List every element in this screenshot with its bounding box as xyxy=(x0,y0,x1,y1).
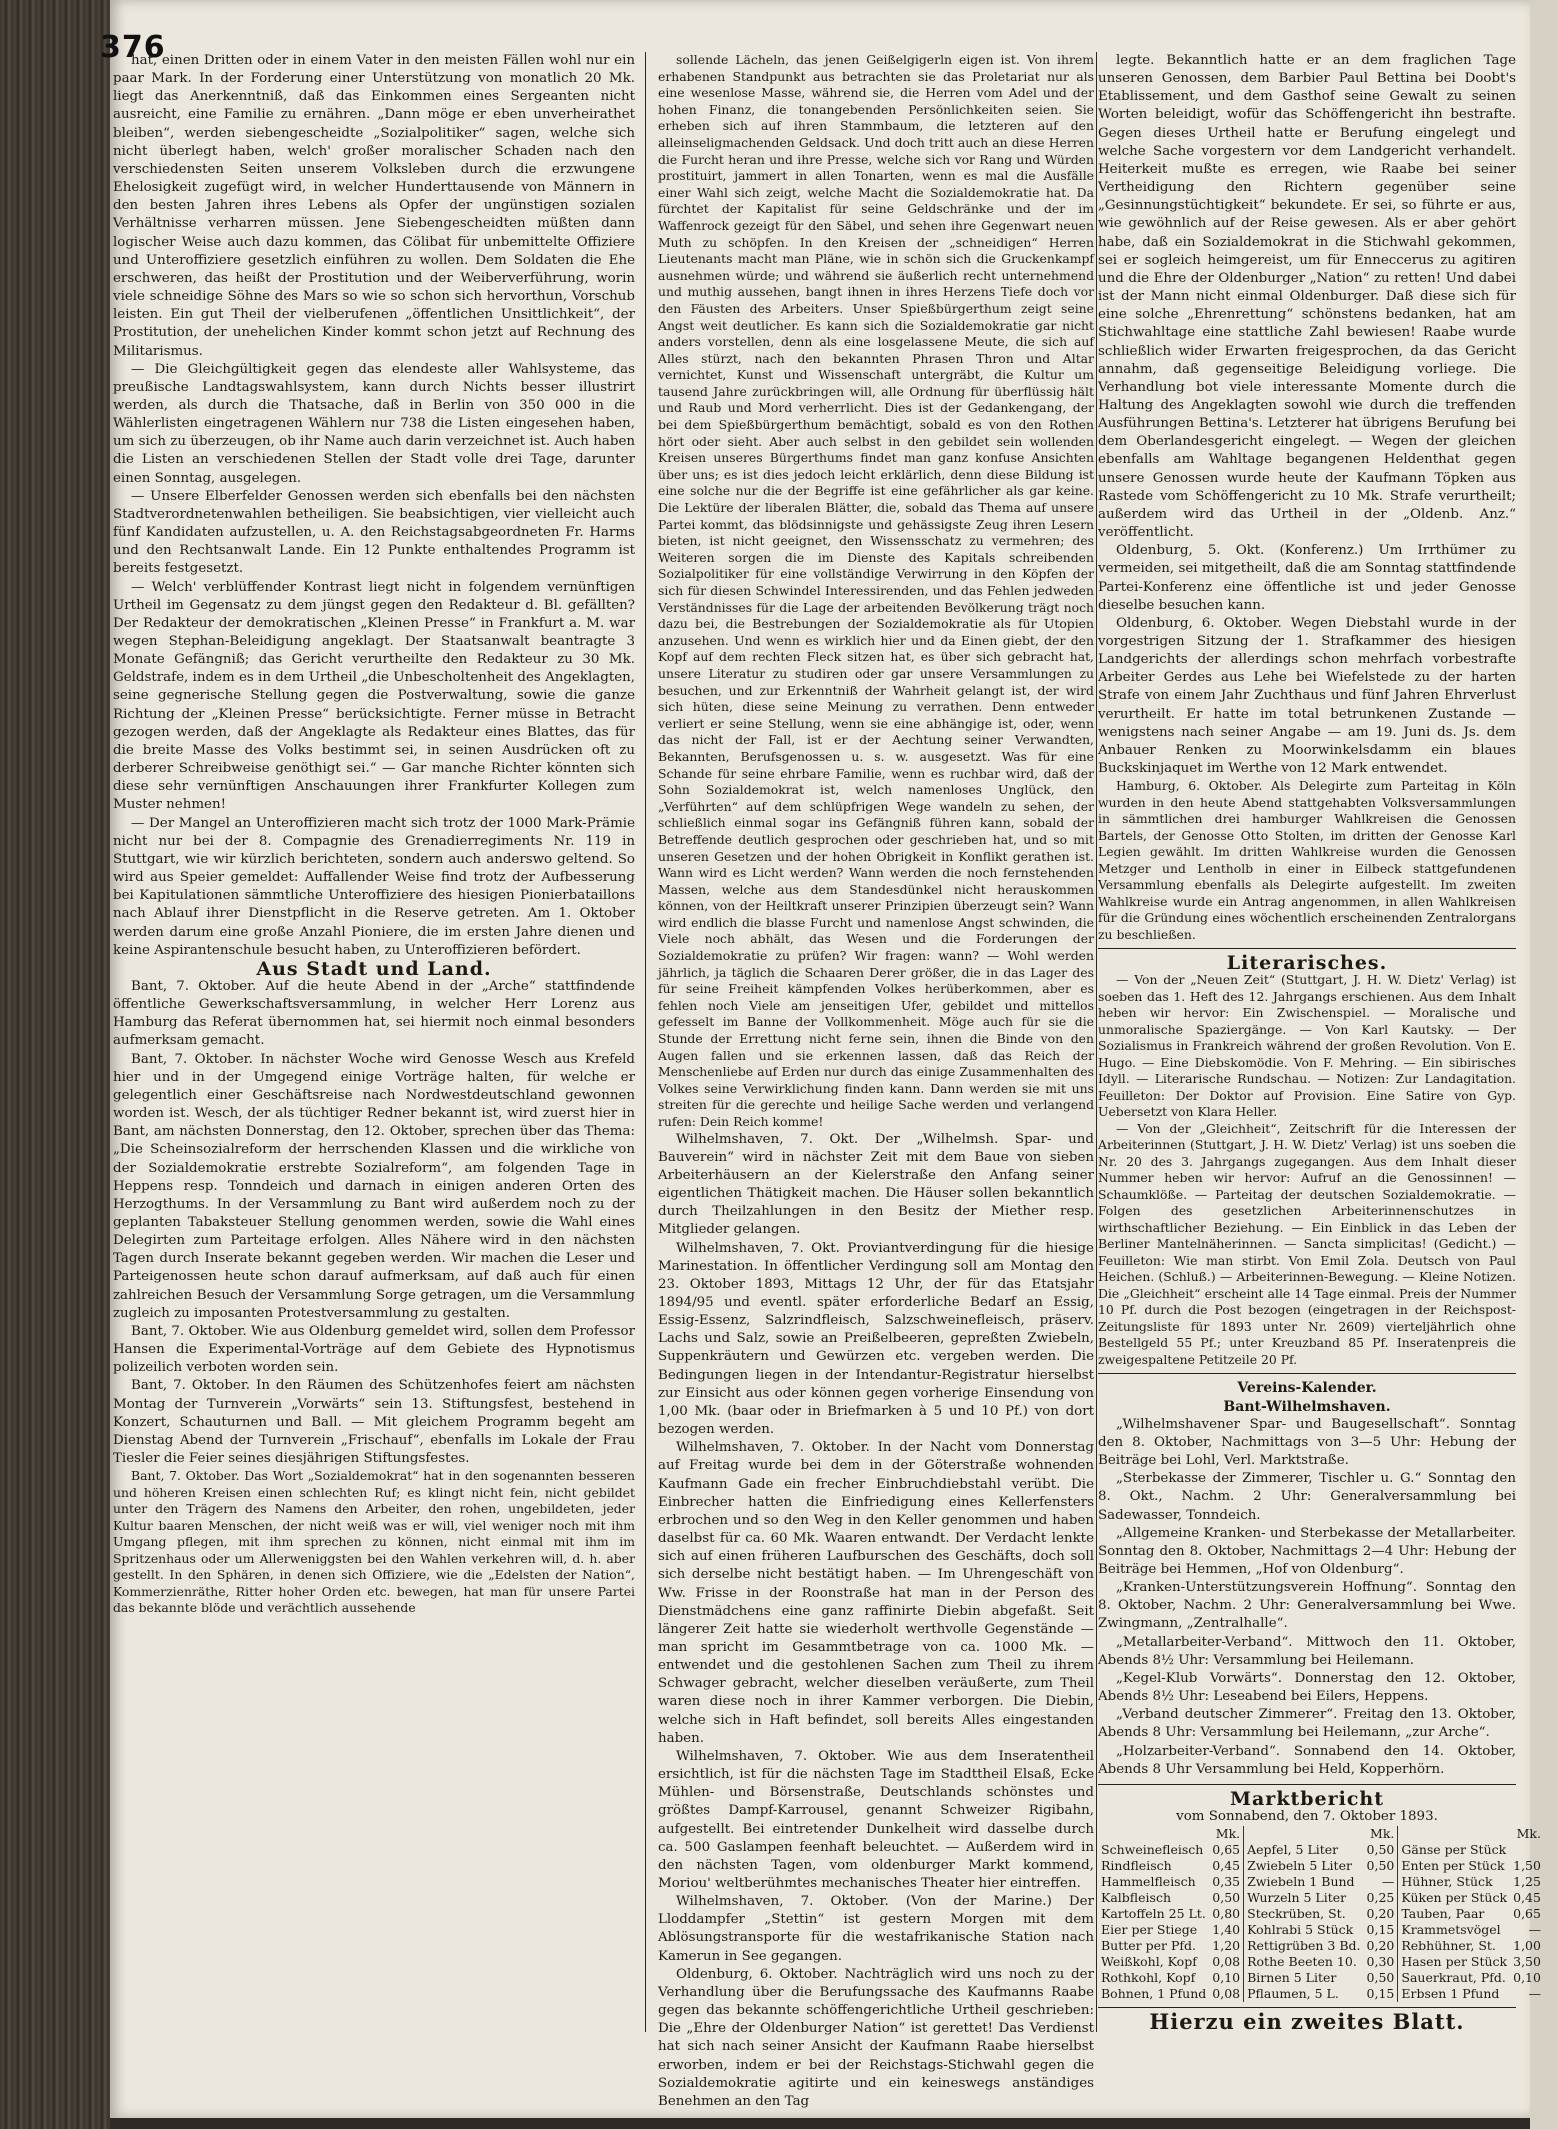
local-news-item: Bant, 7. Oktober. Wie aus Oldenburg gemeldet wird, sollen dem Professor Hansen die Experimental-Vorträge auf dem Gebiete des Hypnotismus polizeilich verboten worden sein. xyxy=(113,1323,635,1376)
market-unit-header: Mk. xyxy=(1215,1826,1241,1842)
market-price: 0,50 xyxy=(1366,1842,1395,1858)
article-paragraph: — Welch' verblüffender Kontrast liegt nicht in folgendem vernünftigen Urtheil im Gegensatz zu dem jüngst gegen den Redakteur d. Bl. gefällten? Der Redakteur der demokratischen „Kleinen Presse“ in Frankfurt a. M. war wegen Stephan-Beleidigung angeklagt. Der Staatsanwalt beantragte 3 Monate Gefängniß; das Gericht verurtheilte den Redakteur zu 30 Mk. Geldstrafe, indem es in dem Urtheil „die Unbescholtenheit des Angeklagten, seine gegnerische Stellung gegen die Postverwaltung, sowie die ganze Richtung der „Kleinen Presse“ berücksichtigte. Ferner müsse in Betracht gezogen werden, daß der Angeklagte als Redakteur eines Blattes, das für die breite Masse des Volks bestimmt sei, in seinen Ausdrücken oft zu derberer Schreibweise genöthigt sei.“ — Gar manche Richter könnten sich diese sehr vernünftigen Anschauungen ihrer Frankfurter Kollegen zum Muster nehmen! xyxy=(113,579,635,813)
column-rule-1 xyxy=(645,52,646,2032)
market-price: 0,45 xyxy=(1212,1858,1241,1874)
local-news-item: Bant, 7. Oktober. In nächster Woche wird Genosse Wesch aus Krefeld hier und in der Umgegend einige Vorträge halten, für welche er gelegentlich einer Geschäftsreise nach Nordwestdeutschland gewonnen worden ist. Wesch, der als tüchtiger Redner bekannt ist, wird zuerst hier in Bant, am nächsten Donnerstag, den 12. Oktober, sprechen über das Thema: „Die Scheinsozialreform der herrschenden Klassen und die wirkliche von der Sozialdemokratie erstrebte Sozialreform“, am folgenden Tage in Heppens resp. Tonndeich und darnach in einigen anderen Orten des Herzogthums. In der Versammlung zu Bant wird außerdem noch zu der geplanten Tabaksteuer Stellung genommen werden, sowie die Wahl eines Delegirten zum Parteitage erfolgen. Alles Nähere wird in den nächsten Tagen durch Inserate bekannt gegeben werden. Wir machen die Leser und Parteigenossen heute schon darauf aufmerksam, auf daß auch für einen zahlreichen Besuch der Versammlung Sorge getragen, um die Versammlung zugleich zu imposanten Protestversammlung zu gestalten. xyxy=(113,1051,635,1321)
market-item: Rebhühner, St. xyxy=(1398,1938,1510,1954)
table-row xyxy=(1098,1890,1544,1906)
market-price: 0,08 xyxy=(1212,1986,1241,2002)
market-price: 0,20 xyxy=(1366,1906,1395,1922)
market-price: 0,65 xyxy=(1513,1906,1541,1922)
divider xyxy=(1098,1784,1516,1785)
market-header-blank xyxy=(1398,1826,1510,1842)
local-news-item: Bant, 7. Oktober. In den Räumen des Schützenhofes feiert am nächsten Montag der Turnverein „Vorwärts“ sein 13. Stiftungsfest, bestehend in Konzert, Schauturnen und Ball. — Mit gleichem Programm begeht am Dienstag Abend der Turnverein „Frischauf“, ebenfalls im Lokale der Frau Tiesler die Feier seines diesjährigen Stiftungsfestes. xyxy=(113,1378,635,1467)
article-paragraph: hat, einen Dritten oder in einem Vater in den meisten Fällen wohl nur ein paar Mark. In der Forderung einer Unterstützung von monatlich 20 Mk. liegt das Anerkenntniß, daß das Einkommen eines Sergeanten nicht ausreicht, eine Familie zu ernähren. „Dann möge er eben unverheirathet bleiben“, werden siebengescheidte „Sozialpolitiker“ sagen, welche sich nicht überlegt haben, welch' großer moralischer Schaden nach den verschiedensten Seiten unserem Volksleben durch die erzwungene Ehelosigkeit zugefügt wird, in welcher Hunderttausende von Männern in den besten Jahren ihres Lebens als Opfer der ungünstigen sozialen Verhältnisse verharren müssen. Jene Siebengescheidten müßten dann logischer Weise auch dazu kommen, das Cölibat für unbemittelte Offiziere und Unteroffiziere gesetzlich einführen zu wollen. Dem Soldaten die Ehe erschweren, das heißt der Prostitution und der Weiberverführung, worin viele schneidige Söhne des Mars so wie so schon sich hervorthun, Vorschub leisten. Ein gut Theil der vielberufenen „öffentlichen Unsittlichkeit“, der Prostitution, der unehelichen Kinder kommt schon jetzt auf Rechnung des Militarismus. xyxy=(113,53,635,359)
market-item: Aepfel, 5 Liter xyxy=(1244,1842,1364,1858)
table-row xyxy=(1098,1938,1544,1954)
market-price: 0,10 xyxy=(1513,1970,1541,1986)
article-paragraph: — Der Mangel an Unteroffizieren macht sich trotz der 1000 Mark-Prämie nicht nur bei der 8. Compagnie des Grenadierregiments Nr. 119 in Stuttgart, wie wir kürzlich berichteten, sondern auch anderswo geltend. So wird aus Speier gemeldet: Auffallender Weise find trotz der Aufbesserung bei Kapitulationen sämmtliche Unteroffiziere des hiesigen Pionierbataillons nach Ablauf ihrer Dienstpflicht in die Reserve getreten. Am 1. Oktober werden darum eine große Anzahl Pioniere, die im ersten Jahre dienen und keine Aspirantenschule besucht haben, zu Unteroffizieren befördert. xyxy=(113,815,635,958)
market-item: Rothkohl, Kopf xyxy=(1101,1970,1196,1986)
calendar-entry: „Kegel-Klub Vorwärts“. Donnerstag den 12. Oktober, Abends 8½ Uhr: Leseabend bei Eilers, Heppens. xyxy=(1098,1670,1516,1705)
local-news-item: Wilhelmshaven, 7. Okt. Proviantverdingung für die hiesige Marinestation. In öffentlicher Verdingung soll am Montag den 23. Oktober 1893, Mittags 12 Uhr, der für das Etatsjahr 1894/95 und eventl. später erforderliche Bedarf an Essig, Essig-Essenz, Salzrindfleisch, Salzschweinefleisch, präserv. Lachs und Salz, sowie an Preißelbeeren, gepreßten Zwiebeln, Suppenkräutern und Gewürzen etc. vergeben werden. Die Bedingungen liegen in der Intendantur-Registratur hierselbst zur Einsicht aus oder können gegen vorherige Einsendung von 1,00 Mk. (baar oder in Briefmarken à 5 und 10 Pf.) von dort bezogen werden. xyxy=(658,1240,1094,1438)
market-item: Zwiebeln 1 Bund xyxy=(1244,1874,1364,1890)
calendar-entry: „Wilhelmshavener Spar- und Baugesellschaft“. Sonntag den 8. Oktober, Nachmittags von 3—5 Uhr: Hebung der Beiträge bei Lohl, Verl. Marktstraße. xyxy=(1098,1416,1516,1469)
calendar-entry: „Kranken-Unterstützungsverein Hoffnung“. Sonntag den 8. Oktober, Nachm. 2 Uhr: Generalversammlung bei Wwe. Zwingmann, „Zentralhalle“. xyxy=(1098,1580,1516,1632)
market-price: 0,80 xyxy=(1212,1906,1241,1922)
market-item: Sauerkraut, Pfd. xyxy=(1398,1970,1510,1986)
market-item: Rindfleisch xyxy=(1101,1858,1172,1874)
market-price: 0,15 xyxy=(1366,1922,1395,1938)
table-row xyxy=(1098,1906,1544,1922)
calendar-entry: „Verband deutscher Zimmerer“. Freitag den 13. Oktober, Abends 8 Uhr: Versammlung bei Heilemann, „zur Arche“. xyxy=(1098,1707,1516,1741)
market-price: 0,50 xyxy=(1366,1858,1395,1874)
literature-item: — Von der „Gleichheit“, Zeitschrift für die Interessen der Arbeiterinnen (Stuttgart, J. H. W. Dietz' Verlag) ist uns soeben die Nr. 20 des 3. Jahrgangs zugegangen. Aus dem Inhalt dieser Nummer heben wir hervor: Aufruf an die Genossinnen! — Schaumklöße. — Parteitag der deutschen Sozialdemokratie. — Folgen des gesetzlichen Arbeiterinnenschutzes in wirthschaftlicher Beziehung. — Ein Einblick in das Leben der Berliner Mantelnäherinnen. — Sancta simplicitas! (Gedicht.) — Feuilleton: Wie man stirbt. Von Emil Zola. Deutsch von Paul Heichen. (Schluß.) — Arbeiterinnen-Bewegung. — Kleine Notizen. Die „Gleichheit“ erscheint alle 14 Tage einmal. Preis der Nummer 10 Pf. durch die Post bezogen (eingetragen in der Reichspost-Zeitungsliste für 1893 unter Nr. 2609) vierteljährlich ohne Bestellgeld 55 Pf.; unter Kreuzband 85 Pf. Inseratenpreis die zweigespaltene Petitzeile 20 Pf. xyxy=(1098,1120,1516,1367)
calendar-entry: „Holzarbeiter-Verband“. Sonnabend den 14. Oktober, Abends 8 Uhr Versammlung bei Held, Kopperhörn. xyxy=(1098,1743,1516,1777)
market-item: Enten per Stück xyxy=(1398,1858,1510,1874)
market-item: Hasen per Stück xyxy=(1398,1954,1510,1970)
market-header-blank xyxy=(1244,1826,1364,1842)
column-1 xyxy=(113,52,635,2037)
market-unit-header: Mk. xyxy=(1370,1826,1395,1842)
market-item: Eier per Stiege xyxy=(1101,1922,1198,1938)
page-edge xyxy=(1530,0,1557,2129)
market-price: 1,25 xyxy=(1513,1874,1541,1890)
divider xyxy=(1098,1373,1516,1374)
market-price: 0,50 xyxy=(1212,1890,1241,1906)
market-price: 0,35 xyxy=(1212,1874,1241,1890)
article-paragraph: — Unsere Elberfelder Genossen werden sich ebenfalls bei den nächsten Stadtverordnetenwahlen betheiligen. Sie beabsichtigen, vier vielleicht auch fünf Kandidaten aufzustellen, u. A. den Reichstagsabgeordneten Fr. Harms und den Rechtsanwalt Lande. Ein 12 Punkte enthaltendes Programm ist bereits festgesetzt. xyxy=(113,488,635,577)
article-paragraph: — Die Gleichgültigkeit gegen das elendeste aller Wahlsysteme, das preußische Landtagswahlsystem, kann durch Nichts besser illustrirt werden, als durch die Thatsache, daß in Berlin von 350 000 in die Wählerlisten eingetragenen Wählern nur 738 die Listen eingesehen haben, um sich zu überzeugen, ob ihr Name auch darin verzeichnet ist. Auch haben die Listen an verschiedenen Stellen der Stadt volle drei Tage, darunter einen Sonntag, ausgelegen. xyxy=(113,361,635,486)
article-paragraph: legte. Bekanntlich hatte er an dem fraglichen Tage unseren Genossen, dem Barbier Paul Bettina bei Doobt's Etablissement, und dem Gasthof seine Gewalt zu seinen Worten beleidigt, wofür das Schöffengericht ihn bestrafte. Gegen dieses Urtheil hatte er Berufung eingelegt und welche Sache vorgestern vor dem Landgericht verhandelt. Heiterkeit mußte es erregen, wie Raabe bei seiner Vertheidigung den Richtern gegenüber seine „Gesinnungstüchtigkeit“ bekundete. Er sei, so führte er aus, wie gewöhnlich auf der Reise gewesen. Als er aber gehört habe, daß ein Sozialdemokrat in die Stichwahl gekommen, sei er sogleich heimgereist, um für Enneccerus zu agitiren und die Ehre der Oldenburger „Nation“ zu retten! Und dabei ist der Mann nicht einmal Oldenburger. Daß diese sich für eine solche „Ehrenrettung“ schönstens bedanken, hat am Stichwahltage eine stattliche Zahl bewiesen! Raabe wurde schließlich wider Erwarten freigesprochen, da das Gericht annahm, daß gegenseitige Beleidigung vorliege. Die Verhandlung bot viele interessante Momente durch die Haltung des Angeklagten sowohl wie durch die treffenden Ausführungen Bettina's. Letzterer hat übrigens Berufung bei dem Oberlandesgericht eingelegt. — Wegen der gleichen ebenfalls am Wahltage begangenen Heldenthat gegen unsere Genossen wurde heute der Kaufmann Töpken aus Rastede vom Schöffengericht zu 10 Mk. Strafe verurtheilt; außerdem wird das Urtheil in der „Oldenb. Anz.“ veröffentlicht. xyxy=(1098,53,1516,541)
market-unit-header: Mk. xyxy=(1516,1826,1541,1842)
market-price: — xyxy=(1528,1986,1541,2002)
market-item: Hühner, Stück xyxy=(1398,1874,1510,1890)
section-heading-local-news: Aus Stadt und Land. xyxy=(256,957,492,980)
market-item: Hammelfleisch xyxy=(1101,1874,1196,1890)
market-price: 0,50 xyxy=(1366,1970,1395,1986)
market-price: 1,00 xyxy=(1513,1938,1541,1954)
market-price: 0,45 xyxy=(1513,1890,1541,1906)
local-news-item: Hamburg, 6. Oktober. Als Delegirte zum Parteitag in Köln wurden in den heute Abend stattgehabten Volksversammlungen in sämmtlichen drei hamburger Wahlkreisen die Genossen Bartels, der Genosse Otto Stolten, im dritten der Genosse Karl Legien gewählt. Im dritten Wahlkreise wurden die Genossen Metzger und Lentholb in einer in Eilbeck stattgefundenen Versammlung ebenfalls als Delegirte aufgestellt. Im zweiten Wahlkreise wurde ein Antrag angenommen, in allen Wahlkreisen für die Gründung eines wöchentlich erscheinenden Zentralorgans zu beschließen. xyxy=(1098,778,1516,942)
market-item: Weißkohl, Kopf xyxy=(1101,1954,1197,1970)
market-item: Kalbfleisch xyxy=(1101,1890,1171,1906)
market-item: Steckrüben, St. xyxy=(1244,1906,1364,1922)
market-price: 1,50 xyxy=(1513,1858,1541,1874)
local-news-item: Bant, 7. Oktober. Auf die heute Abend in der „Arche“ stattfindende öffentliche Gewerkschaftsversammlung, in welcher Herr Lorenz aus Hamburg das Referat übernommen hat, sei hiermit noch einmal besonders aufmerksam gemacht. xyxy=(113,978,635,1049)
local-news-item: Wilhelmshaven, 7. Oktober. In der Nacht vom Donnerstag auf Freitag wurde bei dem in der Göterstraße wohnenden Kaufmann Gade ein frecher Einbruchdiebstahl verübt. Die Einbrecher hatten die Einfriedigung eines Kellerfensters erbrochen und so den Weg in den Keller genommen und haben daselbst für ca. 60 Mk. Waaren entwandt. Der Verdacht lenkte sich auf einen früheren Laufburschen des Geschäfts, doch soll sich derselbe nicht bestätigt haben. — Im Uhrengeschäft von Ww. Frisse in der Roonstraße hat man in der Person des Dienstmädchens eine ganz raffinirte Diebin abgefaßt. Seit längerer Zeit hatte sie wiederholt werthvolle Gegenstände — man spricht im Gesammtbetrage von ca. 1000 Mk. — entwendet und die gestohlenen Sachen zum Theil zu ihrem Schwager gebracht, welcher dieselben veräußerte, zum Theil waren diese noch in ihrer Kammer verborgen. Die Diebin, welche sich in Haft befindet, soll bereits Alles eingestanden haben. xyxy=(658,1440,1094,1746)
table-row xyxy=(1098,1874,1544,1890)
table-row xyxy=(1098,1986,1544,2002)
divider xyxy=(1098,2007,1516,2008)
market-price: — xyxy=(1528,1922,1541,1938)
section-heading-literature: Literarisches. xyxy=(1226,952,1388,975)
market-price: 0,20 xyxy=(1366,1938,1395,1954)
supplement-notice: Hierzu ein zweites Blatt. xyxy=(1149,2009,1465,2035)
page-number: 376 xyxy=(100,30,166,65)
local-news-item: Wilhelmshaven, 7. Oktober. Wie aus dem Inseratentheil ersichtlich, ist für die nächsten Tage im Stadttheil Elsaß, Ecke Mühlen- und Börsenstraße, Deutschlands schönstes und größtes Dampf-Karrousel, genannt Schweizer Rigibahn, aufgestellt. Bei eintretender Dunkelheit wird dasselbe durch ca. 500 Gaslampen feenhaft beleuchtet. — Außerdem wird in den nächsten Tagen, vom oldenburger Markt kommend, Moriou' weltberühmtes mechanisches Theater hier eintreffen. xyxy=(658,1748,1094,1891)
table-row xyxy=(1098,1954,1544,1970)
section-heading-market-report: Marktbericht xyxy=(1229,1787,1385,1810)
table-row xyxy=(1098,1842,1544,1858)
market-item: Gänse per Stück xyxy=(1398,1842,1510,1858)
local-news-item: Wilhelmshaven, 7. Oktober. (Von der Marine.) Der Lloddampfer „Stettin“ ist gestern Morgen mit dem Ablösungstransporte für die westafrikanische Station nach Kamerun in See gegangen. xyxy=(658,1894,1094,1964)
market-price: 1,40 xyxy=(1212,1922,1241,1938)
market-item: Rothe Beeten 10. xyxy=(1244,1954,1364,1970)
market-price: 3,50 xyxy=(1513,1954,1541,1970)
table-row xyxy=(1098,1858,1544,1874)
market-price: — xyxy=(1381,1874,1395,1890)
market-report-date: vom Sonnabend, den 7. Oktober 1893. xyxy=(1176,1809,1438,1824)
calendar-entry: „Allgemeine Kranken- und Sterbekasse der Metallarbeiter. Sonntag den 8. Oktober, Nachmittags 2—4 Uhr: Hebung der Beiträge bei Hemmen, „Hof von Oldenburg“. xyxy=(1098,1525,1516,1577)
local-news-item: Oldenburg, 6. Oktober. Nachträglich wird uns noch zu der Verhandlung über die Berufungssache des Kaufmanns Raabe gegen das bekannte schöffengerichtliche Urtheil geschrieben: Die „Ehre der Oldenburger Nation“ ist gerettet! Das Verdienst hat sich nach seiner Ansicht der Kaufmann Raabe hierselbst erworben, indem er bei der Reichstags-Stichwahl gegen die Sozialdemokratie agitirte und ein keineswegs anständiges Benehmen an den Tag xyxy=(658,1966,1094,2109)
market-item: Rettigrüben 3 Bd. xyxy=(1244,1938,1364,1954)
column-rule-2 xyxy=(1096,52,1097,2032)
market-price: 0,08 xyxy=(1212,1954,1241,1970)
book-binding-gutter xyxy=(0,0,110,2129)
market-item: Butter per Pfd. xyxy=(1101,1938,1196,1954)
market-item: Erbsen 1 Pfund xyxy=(1398,1986,1510,2002)
section-heading-club-calendar: Vereins-Kalender. xyxy=(1237,1380,1377,1397)
club-calendar-location: Bant-Wilhelmshaven. xyxy=(1223,1398,1391,1415)
market-item: Birnen 5 Liter xyxy=(1244,1970,1364,1986)
market-price: 0,15 xyxy=(1366,1986,1395,2002)
column-2 xyxy=(658,52,1094,2109)
market-item: Zwiebeln 5 Liter xyxy=(1244,1858,1364,1874)
divider xyxy=(1098,948,1516,949)
calendar-entry: „Sterbekasse der Zimmerer, Tischler u. G.“ Sonntag den 8. Okt., Nachm. 2 Uhr: Generalversammlung bei Sadewasser, Tonndeich. xyxy=(1098,1471,1516,1523)
local-news-item: Oldenburg, 5. Okt. (Konferenz.) Um Irrthümer zu vermeiden, sei mitgetheilt, daß die am Sonntag stattfindende Partei-Konferenz eine öffentliche ist und jeder Genosse dieselbe besuchen kann. xyxy=(1098,543,1516,613)
local-news-item: Bant, 7. Oktober. Das Wort „Sozialdemokrat“ hat in den sogenannten besseren und höheren Kreisen einen schlechten Ruf; es klingt nicht fein, nicht gebildet unter den Trägern des Namens den Arbeiter, den rohen, ungebildeten, jeder Kultur baaren Menschen, der nicht weiß was er will, viel weniger noch mit ihm Umgang pflegen, mit ihm sprechen zu können, nicht einmal mit ihm im Spritzenhaus oder um Allerweniggsten bei den Wahlen verkehren will, d. h. aber gestellt. In den Sphären, in denen sich Offiziere, wie die „Edelsten der Nation“, Kommerzienräthe, Ritter hoher Orden etc. bewegen, hat man für unsere Partei das bekannte blöde und verächtlich aussehende xyxy=(113,1468,635,1616)
market-item: Pflaumen, 5 L. xyxy=(1244,1986,1364,2002)
market-header-blank xyxy=(1098,1826,1209,1842)
table-row xyxy=(1098,1922,1544,1938)
calendar-entry: „Metallarbeiter-Verband“. Mittwoch den 11. Oktober, Abends 8½ Uhr: Versammlung bei Heilemann. xyxy=(1098,1634,1516,1668)
market-price xyxy=(1510,1842,1544,1858)
market-price: 1,20 xyxy=(1212,1938,1241,1954)
market-table-header xyxy=(1098,1826,1544,1842)
local-news-item: Oldenburg, 6. Oktober. Wegen Diebstahl wurde in der vorgestrigen Sitzung der 1. Strafkammer des hiesigen Landgerichts der allerdings schon mehrfach vorbestrafte Arbeiter Gerdes aus Lehe bei Wiefelstede zu der harten Strafe von einem Jahr Zuchthaus und fünf Jahren Ehrverlust verurtheilt. Er hatte im total betrunkenen Zustande — wenigstens nach seiner Angabe — am 19. Juni ds. Js. dem Anbauer Renken zu Moorwinkelsdamm ein blaues Buckskinjaquet im Werthe von 12 Mark entwendet. xyxy=(1098,615,1516,777)
market-item: Tauben, Paar xyxy=(1398,1906,1510,1922)
market-price: 0,30 xyxy=(1366,1954,1395,1970)
market-price: 0,25 xyxy=(1366,1890,1395,1906)
market-price-table xyxy=(1098,1826,1544,2002)
literature-item: — Von der „Neuen Zeit“ (Stuttgart, J. H. W. Dietz' Verlag) ist soeben das 1. Heft des 12. Jahrgangs erschienen. Aus dem Inhalt heben wir hervor: Ein Zwischenspiel. — Moralische und unmoralische Spaziergänge. — Von Karl Kautsky. — Der Sozialismus in Frankreich während der großen Revolution. Von E. Hugo. — Eine Diebskomödie. Von F. Mehring. — Ein sibirisches Idyll. — Literarische Rundschau. — Notizen: Zur Landagitation. Feuilleton: Der Doktor auf Provision. Eine Satire von Gyp. Uebersetzt von Klara Heller. xyxy=(1098,972,1516,1120)
market-item: Schweinefleisch xyxy=(1101,1842,1204,1858)
market-item: Küken per Stück xyxy=(1398,1890,1510,1906)
market-item: Kohlrabi 5 Stück xyxy=(1244,1922,1364,1938)
market-item: Bohnen, 1 Pfund xyxy=(1101,1986,1207,2002)
market-price: 0,65 xyxy=(1212,1842,1241,1858)
market-price: 0,10 xyxy=(1212,1970,1241,1986)
market-item: Wurzeln 5 Liter xyxy=(1244,1890,1364,1906)
market-item: Krammetsvögel xyxy=(1398,1922,1510,1938)
table-row xyxy=(1098,1970,1544,1986)
column-3 xyxy=(1098,52,1541,2082)
market-item: Kartoffeln 25 Lt. xyxy=(1101,1906,1206,1922)
local-news-item: Wilhelmshaven, 7. Okt. Der „Wilhelmsh. Spar- und Bauverein“ wird in nächster Zeit mit dem Baue von sieben Arbeiterhäusern an der Kielerstraße den Anfang seiner eigentlichen Thätigkeit machen. Die Häuser sollen bekanntlich durch Theilzahlungen in den Besitz der Miether resp. Mitglieder gelangen. xyxy=(658,1131,1094,1238)
article-paragraph: sollende Lächeln, das jenen Geißelgigerln eigen ist. Von ihrem erhabenen Standpunkt aus betrachten sie das Proletariat nur als eine wesenlose Masse, während sie, die Herren vom Adel und der hohen Finanz, die tonangebenden Persönlichkeiten seien. Sie erheben sich auf ihren Stammbaum, die letzteren auf den alleinseligmachenden Geldsack. Und doch tritt auch an diese Herren die Furcht heran und ihre Presse, welche sich vor Rang und Würden prostituirt, jammert in allen Tonarten, wenn es mal die Ausfälle einer Wahl sich zeigt, welche Macht die Sozialdemokratie hat. Da fürchtet der Kapitalist für seine Geldschränke und der im Waffenrock gezeigt für den Säbel, und sehen ihre Gegenwart neuen Muth zu schöpfen. In den Kreisen der „schneidigen“ Herren Lieutenants macht man Pläne, wie in schön sich die Gruckenkampf ausnehmen würde; und während sie äußerlich recht unternehmend und muthig aussehen, bangt ihnen in ihres Herzens Tiefe doch vor den Fäusten des Arbeiters. Unser Spießbürgerthum zeigt seine Angst weit deutlicher. Es kann sich die Sozialdemokratie gar nicht anders vorstellen, denn als eine losgelassene Meute, die sich auf Alles stürzt, nach den bekannten Phrasen Thron und Altar vernichtet, Kunst und Wissenschaft untergräbt, die Kultur um tausend Jahre zurückbringen will, alle Ordnung für überflüssig hält und Raub und Mord verherrlicht. Dies ist der Gedankengang, der bei dem Spießbürgerthum bemächtigt, sobald es von den Rothen hört oder sieht. Aber auch selbst in den gebildet sein wollenden Kreisen unseres Bürgerthums findet man ganz konfuse Ansichten über uns; es ist dies jedoch leicht erklärlich, denn diese Bildung ist eine solche nur die der Begriffe ist eine gefährlicher als gar keine. Die Lektüre der liberalen Blätter, die, sobald das Thema auf unsere Partei kommt, das blödsinnigste und gehässigste Zeug ihren Lesern bieten, ist nicht geeignet, den Wissensschatz zu vermehren; des Weiteren sorgen die im Dienste des Kapitals schreibenden Sozialpolitiker für eine vollständige Verwirrung in den Köpfen der sich für diesen Schwindel Interessirenden, und das Fehlen jedweden Verständnisses für die Lage der arbeitenden Bevölkerung trägt noch dazu bei, die Bestrebungen der Sozialdemokratie als für Utopien anzusehen. Und wenn es wirklich hier und da Einen giebt, der den Kopf auf dem rechten Fleck sitzen hat, es über sich gebracht hat, unsere Literatur zu studiren oder gar unsere Versammlungen zu besuchen, und zur Erkenntniß der Wahrheit gelangt ist, der wird sich hüten, diese seine Meinung zu verrathen. Denn entweder verliert er seine Stellung, wenn sie eine abhängige ist, oder, wenn das nicht der Fall, ist er der Aechtung seiner Verwandten, Bekannten, Berufsgenossen u. s. w. ausgesetzt. Was für eine Schande für seine ehrbare Familie, wenn es ruchbar wird, daß der Sohn Sozialdemokrat ist, welch namenloses Unglück, den „Verführten“ auf dem schlüpfrigen Wege wandeln zu sehen, der schließlich einmal sogar ins Gefängniß führen kann, sobald der Betreffende deutlich gesprochen oder geschrieben hat, und so mit unseren Gesetzen und der hohen Obrigkeit in Konflikt gerathen ist. Wann wird es Licht werden? Wann werden die noch fernstehenden Massen, welche aus dem Standesdünkel nicht herauskommen können, von der Heiltkraft unserer Prinzipien überzeugt sein? Wann wird endlich die blasse Furcht und namenlose Angst schwinden, die Viele noch abhält, das Wesen und die Forderungen der Sozialdemokratie zu prüfen? Wir fragen: wann? — Wohl werden jährlich, ja täglich die Schaaren Derer größer, die in das Lager des für seine Freiheit kämpfenden Volkes herüberkommen, aber es fehlen noch Viele am jenseitigen Ufer, gebildet und mittellos gefesselt im Banne der Vollkommenheit. Möge auch für sie die Stunde der Errettung nicht ferne sein, ihnen die Binde von den Augen fallen und sie erkennen lassen, daß das Reich der Menschenliebe auf Erden nur durch das einige Zusammenhalten des Volkes seine Verwirklichung finden kann. Dann werden sie mit uns streiten für die gerechte und heilige Sache werden und verlangend rufen: Dein Reich komme! xyxy=(658,52,1094,1129)
